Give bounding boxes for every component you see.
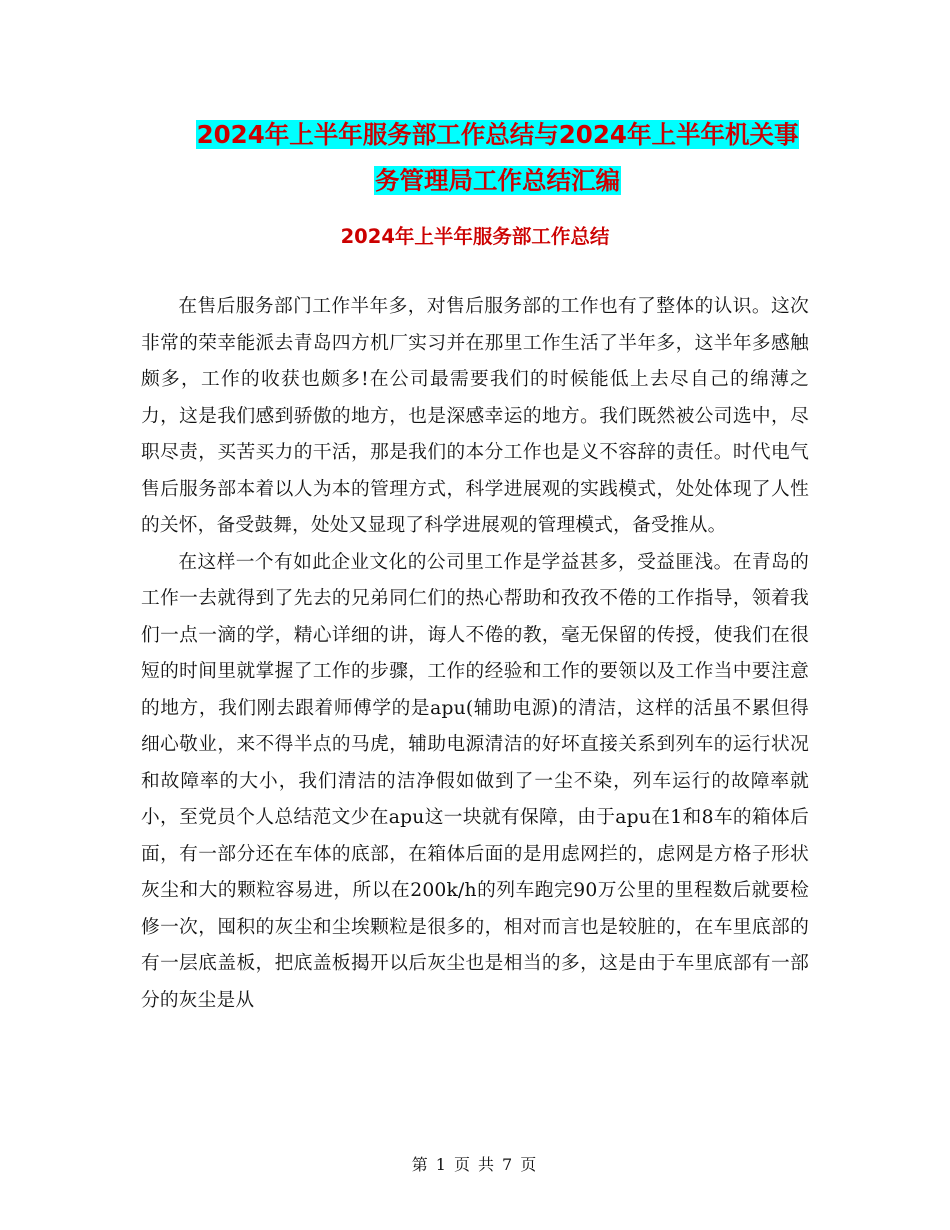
- document-title-line-2: 务管理局工作总结汇编: [375, 166, 620, 195]
- section-heading: 2024年上半年服务部工作总结: [340, 225, 610, 248]
- footer-page-prefix: 第: [411, 1155, 430, 1174]
- footer-page-suffix: 页: [520, 1155, 539, 1174]
- body-paragraph-1: 在售后服务部门工作半年多，对售后服务部的工作也有了整体的认识。这次非常的荣幸能派去青岛四方机厂实习并在那里工作生活了半年多，这半年多感触颇多，工作的收获也颇多!在公司最需要我们的时候能低上去尽自己的绵薄之力，这是我们感到骄傲的地方，也是深感幸运的地方。我们既然被公司选中，尽职尽责，买苦买力的干活，那是我们的本分工作也是义不容辞的责任。时代电气售后服务部本着以人为本的管理方式，科学进展观的实践模式，处处体现了人性的关怀，备受鼓舞，处处又显现了科学进展观的管理模式，备受推从。: [141, 296, 809, 536]
- footer-page-number: 1: [435, 1155, 448, 1174]
- document-title: [140, 112, 855, 204]
- footer-total-label: 共: [478, 1155, 497, 1174]
- body-paragraph-2: 在这样一个有如此企业文化的公司里工作是学益甚多，受益匪浅。在青岛的工作一去就得到了先去的兄弟同仁们的热心帮助和孜孜不倦的工作指导，领着我们一点一滴的学，精心详细的讲，诲人不倦的教，毫无保留的传授，使我们在很短的时间里就掌握了工作的步骤，工作的经验和工作的要领以及工作当中要注意的地方，我们刚去跟着师傅学的是apu(辅助电源)的清洁，这样的活虽不累但得细心敬业，来不得半点的马虎，辅助电源清洁的好坏直接关系到列车的运行状况和故障率的大小，我们清洁的洁净假如做到了一尘不染，列车运行的故障率就小，至党员个人总结范文少在apu这一块就有保障，由于apu在1和8车的箱体后面，有一部分还在车体的底部，在箱体后面的是用虑网拦的，虑网是方格子形状灰尘和大的颗粒容易进，所以在200k/h的列车跑完90万公里的里程数后就要检修一次，囤积的灰尘和尘埃颗粒是很多的，相对而言也是较脏的，在车里底部的有一层底盖板，把底盖板揭开以后灰尘也是相当的多，这是由于车里底部有一部分的灰尘是从: [141, 551, 809, 1011]
- footer-total-pages: 7: [502, 1155, 515, 1174]
- document-body: [141, 289, 809, 1019]
- page-footer: [0, 1153, 950, 1177]
- footer-page-mid: 页: [453, 1155, 472, 1174]
- document-title-line-1: 2024年上半年服务部工作总结与2024年上半年机关事: [196, 120, 799, 149]
